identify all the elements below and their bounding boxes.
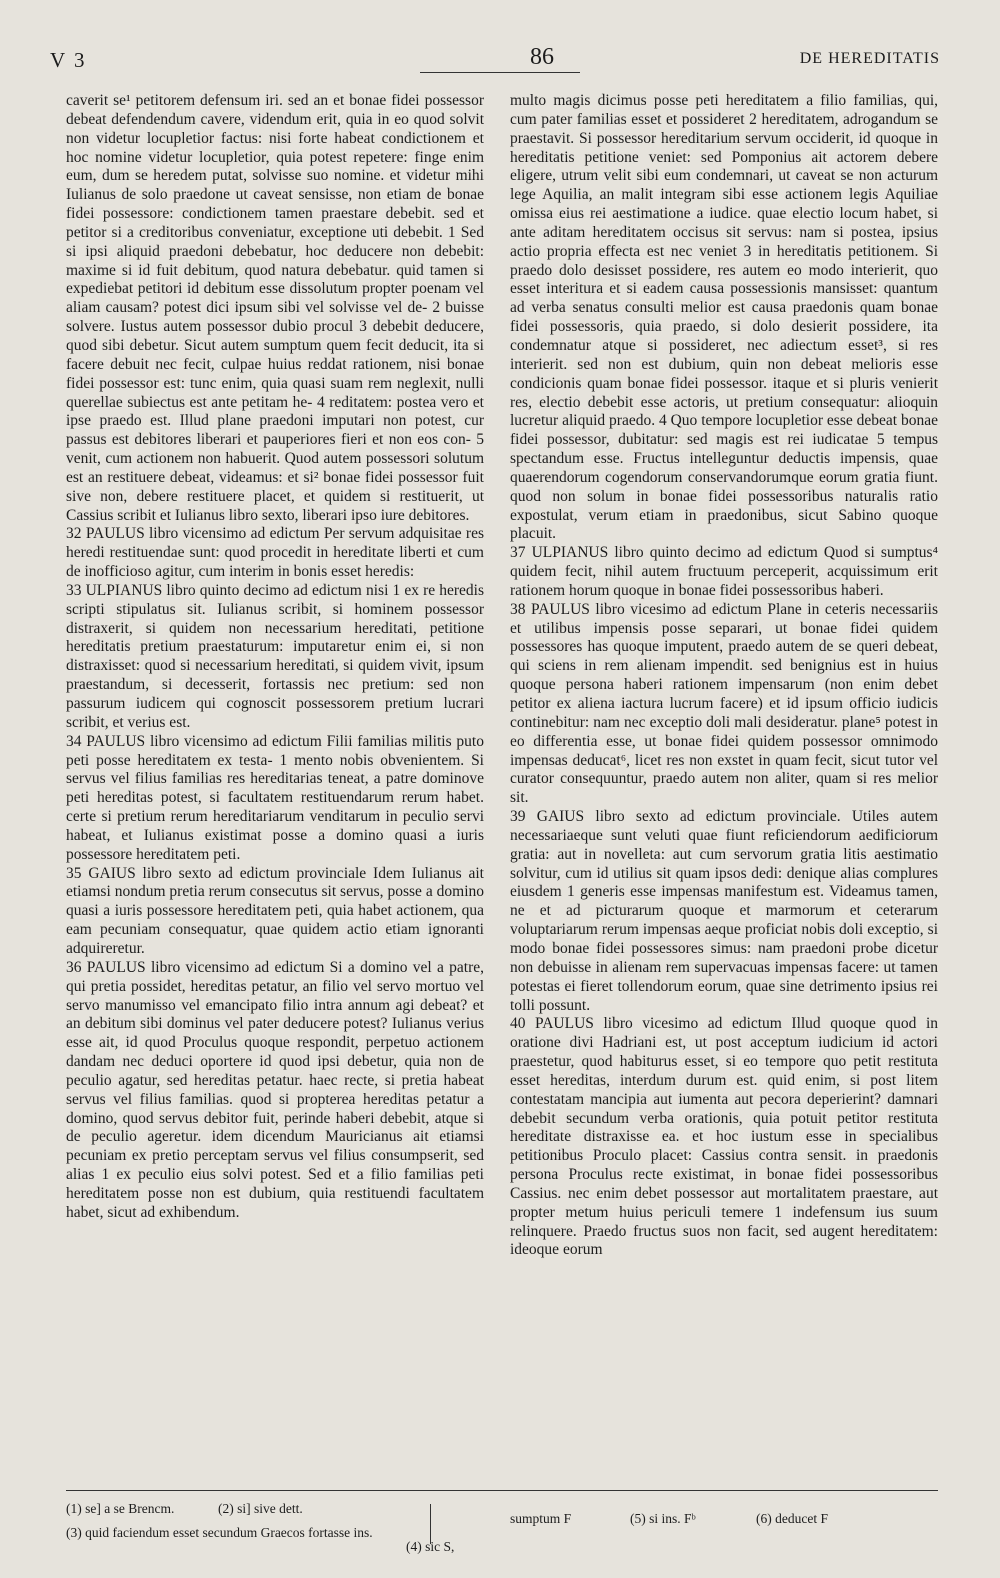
footnote-4: sumptum F <box>510 1511 572 1526</box>
running-head-volume: V 3 <box>50 48 87 72</box>
left-column-text: caverit se¹ petitorem defensum iri. sed an et bonae fidei possessor debeat defendendum cavere, videndum erit, quia in eo quod solvit non videtur locupletior factus: nisi forte habeat condictionem et hoc nomine videtur locupletior, quia potest repetere: finge enim eum, dum se heredem putat, solvisse suo nomine. et videtur mihi Iulianus de solo praedone ut caveat sensisse, non etiam de bonae fidei possessore: condictionem tamen praestare debebit. sed et petitor si a creditoribus conveniatur, exceptione uti debebit. 1 Sed si ipsi aliquid praedoni debebatur, hoc deducere non debebit: maxime si id fuit debitum, quod natura debebatur. quid tamen si expediebat petitori id debitum esse dissolutum propter poenam vel aliam causam? potest dici ipsum sibi vel solvisse vel de- 2 buisse solvere. Iustus autem possessor dubio procul 3 debebit deducere, quod sibi debetur. Sicut autem sumptum quem fecit deducit, ita si facere debuit nec fecit, culpae huius reddat rationem, nisi bonae fidei possessor est: tunc enim, quia quasi suam rem neglexit, nulli querellae subiectus est ante petitam he- 4 reditatem: postea vero et ipse praedo est. Illud plane praedoni imputari non potest, cur passus est debitores liberari et pauperiores fieri et non eos con- 5 venit, cum actionem non habuerit. Quod autem possessori solutum est an restituere debeat, videamus: et si² bonae fidei possessor fuit sive non, debere restituere placet, et quidem si restituerit, ut Cassius scribit et Iulianus libro sexto, liberari ipso iure debitores. 32 PAULUS libro vicensimo ad edictum Per servum adquisitae res heredi restituendae sunt: quod procedit in hereditate liberti et cum de inofficioso agitur, cum interim in bonis esset heredis: 33 ULPIANUS libro quinto decimo ad edictum nisi 1 ex re heredis scripti stipulatus sit. Iulianus scribit, si hominem possessor distraxerit, si quidem non necessarium hereditati, petitione hereditatis pretium praestaturum: imputaretur enim ei, si non distraxisset: quod si necessarium hereditati, si quidem vivit, ipsum praestandum, si decesserit, fortassis nec pretium: sed non passurum iudicem qui cognoscit possessorem pretium lucrari scribit, et verius est. 34 PAULUS libro vicensimo ad edictum Filii familias militis puto peti posse hereditatem ex testa- 1 mento nobis obvenientem. Si servus vel filius familias res hereditarias teneat, a patre dominove peti hereditas potest, si facultatem restituendarum rerum habet. certe si pretium rerum hereditariarum venditarum in peculio servi habeat, et Iulianus existimat posse a domino quasi a iuris possessore hereditatem peti. 35 GAIUS libro sexto ad edictum provinciale Idem Iulianus ait etiamsi nondum pretia rerum consecutus sit servus, posse a domino quasi a iuris possessore hereditatem peti, quia habet actionem, qua eam pecuniam consequatur, quae quidem actio etiam ignoranti adquireretur. 36 PAULUS libro vicensimo ad edictum Si a domino vel a patre, qui pretia possidet, hereditas petatur, an filio vel servo mortuo vel servo manumisso vel emancipato filio intra annum agi debeat? et an debitum sibi dominus vel pater deducere potest? Iulianus verius esse ait, id quod Proculus quoque respondit, perpetuo actionem dandam nec deduci oportere id quod ipsi debetur, quia non de peculio agatur, sed hereditas petatur. haec recte, si pretia habeat servus vel filius familias. quod si propterea hereditas petatur a domino, quod servus debitor fuit, perinde haberi debebit, atque si de peculio ageretur. idem dicendum Mauricianus ait etiamsi pecuniam ex pretio perceptam servus vel filius consumpserit, sed alias 1 ex peculio eius solvi potest. Sed et a filio familias peti hereditatem posse non est dubium, quia restituendi facultatem habet, sicut ad exhibendum. <box>66 92 484 1221</box>
footnote-1: (1) se] a se Brencm. <box>66 1501 175 1516</box>
running-head-title: DE HEREDITATIS <box>799 50 940 67</box>
page-number: 86 <box>530 44 554 70</box>
footnote-6: (6) deducet F <box>756 1511 828 1526</box>
footnote-2: (2) si] sive dett. <box>218 1501 303 1516</box>
left-column <box>66 92 484 1223</box>
footnote-rule <box>66 1490 938 1491</box>
right-column-text: multo magis dicimus posse peti hereditatem a filio familias, qui, cum pater familias esset et possideret 2 hereditatem, adrogandum se praestavit. Si possessor hereditarium servum occiderit, id quoque in hereditatis petitione veniet: sed Pomponius ait actorem debere eligere, utrum velit sibi eum condemnari, ut caveat se non acturum lege Aquilia, an malit integram sibi esse actionem legis Aquiliae omissa eius rei aestimatione a iudice. quae electio locum habet, si ante aditam hereditatem occisus sit servus: nam si postea, ipsius actio propria effecta est nec veniet 3 in hereditatis petitionem. Si praedo dolo desisset possidere, res autem eo modo interierit, quo esset interitura et si eadem causa possessionis mansisset: quantum ad verba senatus consulti melior est causa praedonis quam bonae fidei possessoris, quia praedo, si dolo desierit possidere, ita condemnatur atque si possideret, nec adiectum esset³, si res interierit. sed non est dubium, quin non debeat melioris esse condicionis quam bonae fidei possessor. itaque et si pluris venierit res, electio debebit esse actoris, ut pretium consequatur: alioquin lucretur aliquid praedo. 4 Quo tempore locupletior esse debeat bonae fidei possessor, dubitatur: sed magis est rei iudicatae 5 tempus spectandum esse. Fructus intelleguntur deductis impensis, quae quaerendorum cogendorum conservandorumque eorum gratia fiunt. quod non solum in bonae fidei possessoribus naturalis ratio expostulat, verum etiam in praedonibus, sicut Sabino quoque placuit. 37 ULPIANUS libro quinto decimo ad edictum Quod si sumptus⁴ quidem fecit, nihil autem fructuum perceperit, acquissimum erit rationem horum quoque in bonae fidei possessoribus haberi. 38 PAULUS libro vicesimo ad edictum Plane in ceteris necessariis et utilibus impensis posse separari, ut bonae fidei quidem possessores has quoque imputent, praedo autem de se queri debeat, qui sciens in rem alienam impendit. sed benignius est in huius quoque persona haberi rationem impensarum (non enim debet petitor ex aliena iactura lucrum facere) et id ipsum officio iudicis continebitur: nam nec exceptio doli mali desideratur. plane⁵ potest in eo differentia esse, ut bonae fidei quidem possessor omnimodo impensas deducat⁶, licet res non exstet in quam fecit, sicut tutor vel curator consequuntur, praedo autem non aliter, quam si res melior sit. 39 GAIUS libro sexto ad edictum provinciale. Utiles autem necessariaeque sunt veluti quae fiunt reficiendorum aedificiorum gratia: aut in novelleta: aut cum servorum gratia litis aestimatio solvitur, cum id utilius sit quam ipsos dedi: denique alias complures eiusdem 1 generis esse impensas manifestum est. Videamus tamen, ne et ad picturarum quoque et marmorum et ceterarum voluptariarum rerum impensas aeque proficiat nobis doli exceptio, si modo bonae fidei possessores simus: nam praedoni probe dicetur non debuisse in alienam rem supervacuas impensas facere: ut tamen potestas ei fieret tollendorum eorum, quae sine detrimento ipsius rei tolli possunt. 40 PAULUS libro vicesimo ad edictum Illud quoque quod in oratione divi Hadriani est, ut post acceptum iudicium id actori praestetur, quod habiturus esset, si eo tempore quo petit restituta esset hereditas, interdum durum est. quid enim, si post litem contestatam mancipia aut iumenta aut pecora deperierint? damnari debebit secundum verba orationis, quia potuit petitor restituta hereditate distraxisse ea. et hoc iustum esse in specialibus petitionibus Proculo placet: Cassius contra sensit. in praedonis persona Proculus recte existimat, in bonae fidei possessoribus Cassius. nec enim debet possessor aut mortalitatem praestare, aut propter metum huius periculi temere 1 indefensum ius suum relinquere. Praedo fructus suos non facit, sed augent hereditatem: ideoque eorum <box>510 92 938 1259</box>
footnotes <box>66 1500 946 1570</box>
footnote-separator <box>430 1504 431 1544</box>
footnote-4-ref: (4) sic S, <box>406 1539 455 1554</box>
footnote-5: (5) si ins. Fᵇ <box>630 1511 696 1526</box>
right-column <box>510 92 938 1260</box>
footnote-3: (3) quid faciendum esset secundum Graecos fortasse ins. <box>66 1525 373 1540</box>
running-head <box>50 44 940 74</box>
header-rule <box>420 72 580 73</box>
